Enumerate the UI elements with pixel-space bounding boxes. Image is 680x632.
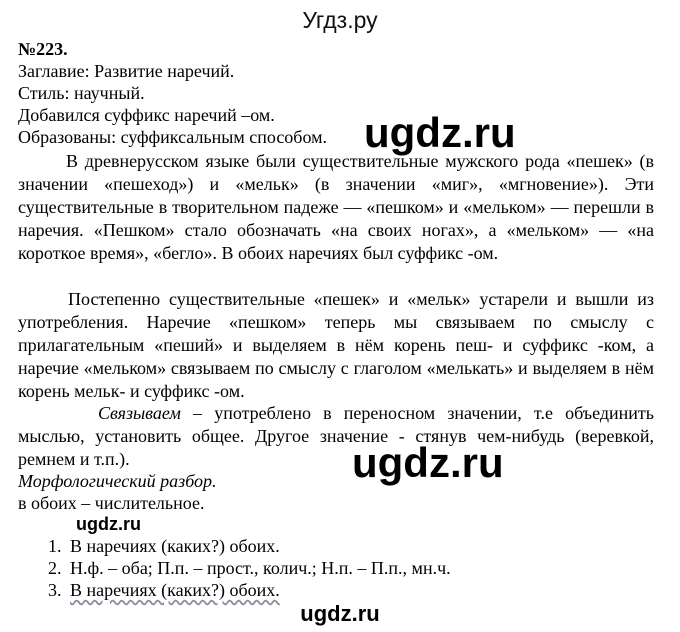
list-item-text: Н.ф. – оба; П.п. – прост., колич.; Н.п. – П.п., мн.ч. <box>70 558 451 578</box>
watermark-bottom: ugdz.ru <box>300 601 380 626</box>
list-item <box>48 579 280 601</box>
list-item-number: 1. <box>48 536 62 556</box>
watermark-top: ugdz.ru <box>364 109 516 156</box>
list-item-text: В наречиях (каких?) обоих. <box>70 580 280 600</box>
formed-line: Образованы: суффиксальным способом. <box>18 127 328 147</box>
paragraph-3-rest: – употреблено в переносном значении, т.е объединить мыслью, установить общее. Другое значение - стянув чем-нибудь (веревкой, ремнем и т.п.). <box>18 403 654 469</box>
list-item-text: В наречиях (каких?) обоих. <box>70 536 280 556</box>
list-item-number: 3. <box>48 580 62 600</box>
paragraph-3-italic: Связываем <box>98 403 181 423</box>
morph-heading: Морфологический разбор. <box>18 471 217 491</box>
list-item <box>48 557 451 579</box>
paragraph-3 <box>18 402 654 471</box>
exercise-number: №223. <box>18 39 68 59</box>
list-item-number: 2. <box>48 558 62 578</box>
list-item <box>48 535 280 557</box>
watermark-middle: ugdz.ru <box>352 439 504 486</box>
title-line: Заглавие: Развитие наречий. <box>18 61 235 81</box>
paragraph-1: В древнерусском языке были существительные мужского рода «пешек» (в значении «пешеход») и «мельк» (в значении «миг», «мгновение»). Эти существительные в творительном падеже — «пешком» и «мельком» — перешли в наречия. «Пешком» стало обозначать «на своих ногах», а «мельком» — «на короткое время», «бегло». В обоих наречиях был суффикс -ом. <box>18 151 654 263</box>
site-title: Угдз.ру <box>302 7 378 33</box>
style-line: Стиль: научный. <box>18 83 145 103</box>
suffix-line: Добавился суффикс наречий –ом. <box>18 105 275 125</box>
paragraph-2: Постепенно существительные «пешек» и «мельк» устарели и вышли из употребления. Наречие «пешком» теперь мы связываем по смыслу с прилагательным «пеший» и выделяем в нём корень пеш- и суффикс -ком, а наречие «мельком» связываем по смыслу с глаголом «мелькать» и выделяем в нём корень мельк- и суффикс -ом. <box>18 289 654 401</box>
watermark-small: ugdz.ru <box>76 514 141 534</box>
morph-word-line: в обоих – числительное. <box>18 493 205 513</box>
